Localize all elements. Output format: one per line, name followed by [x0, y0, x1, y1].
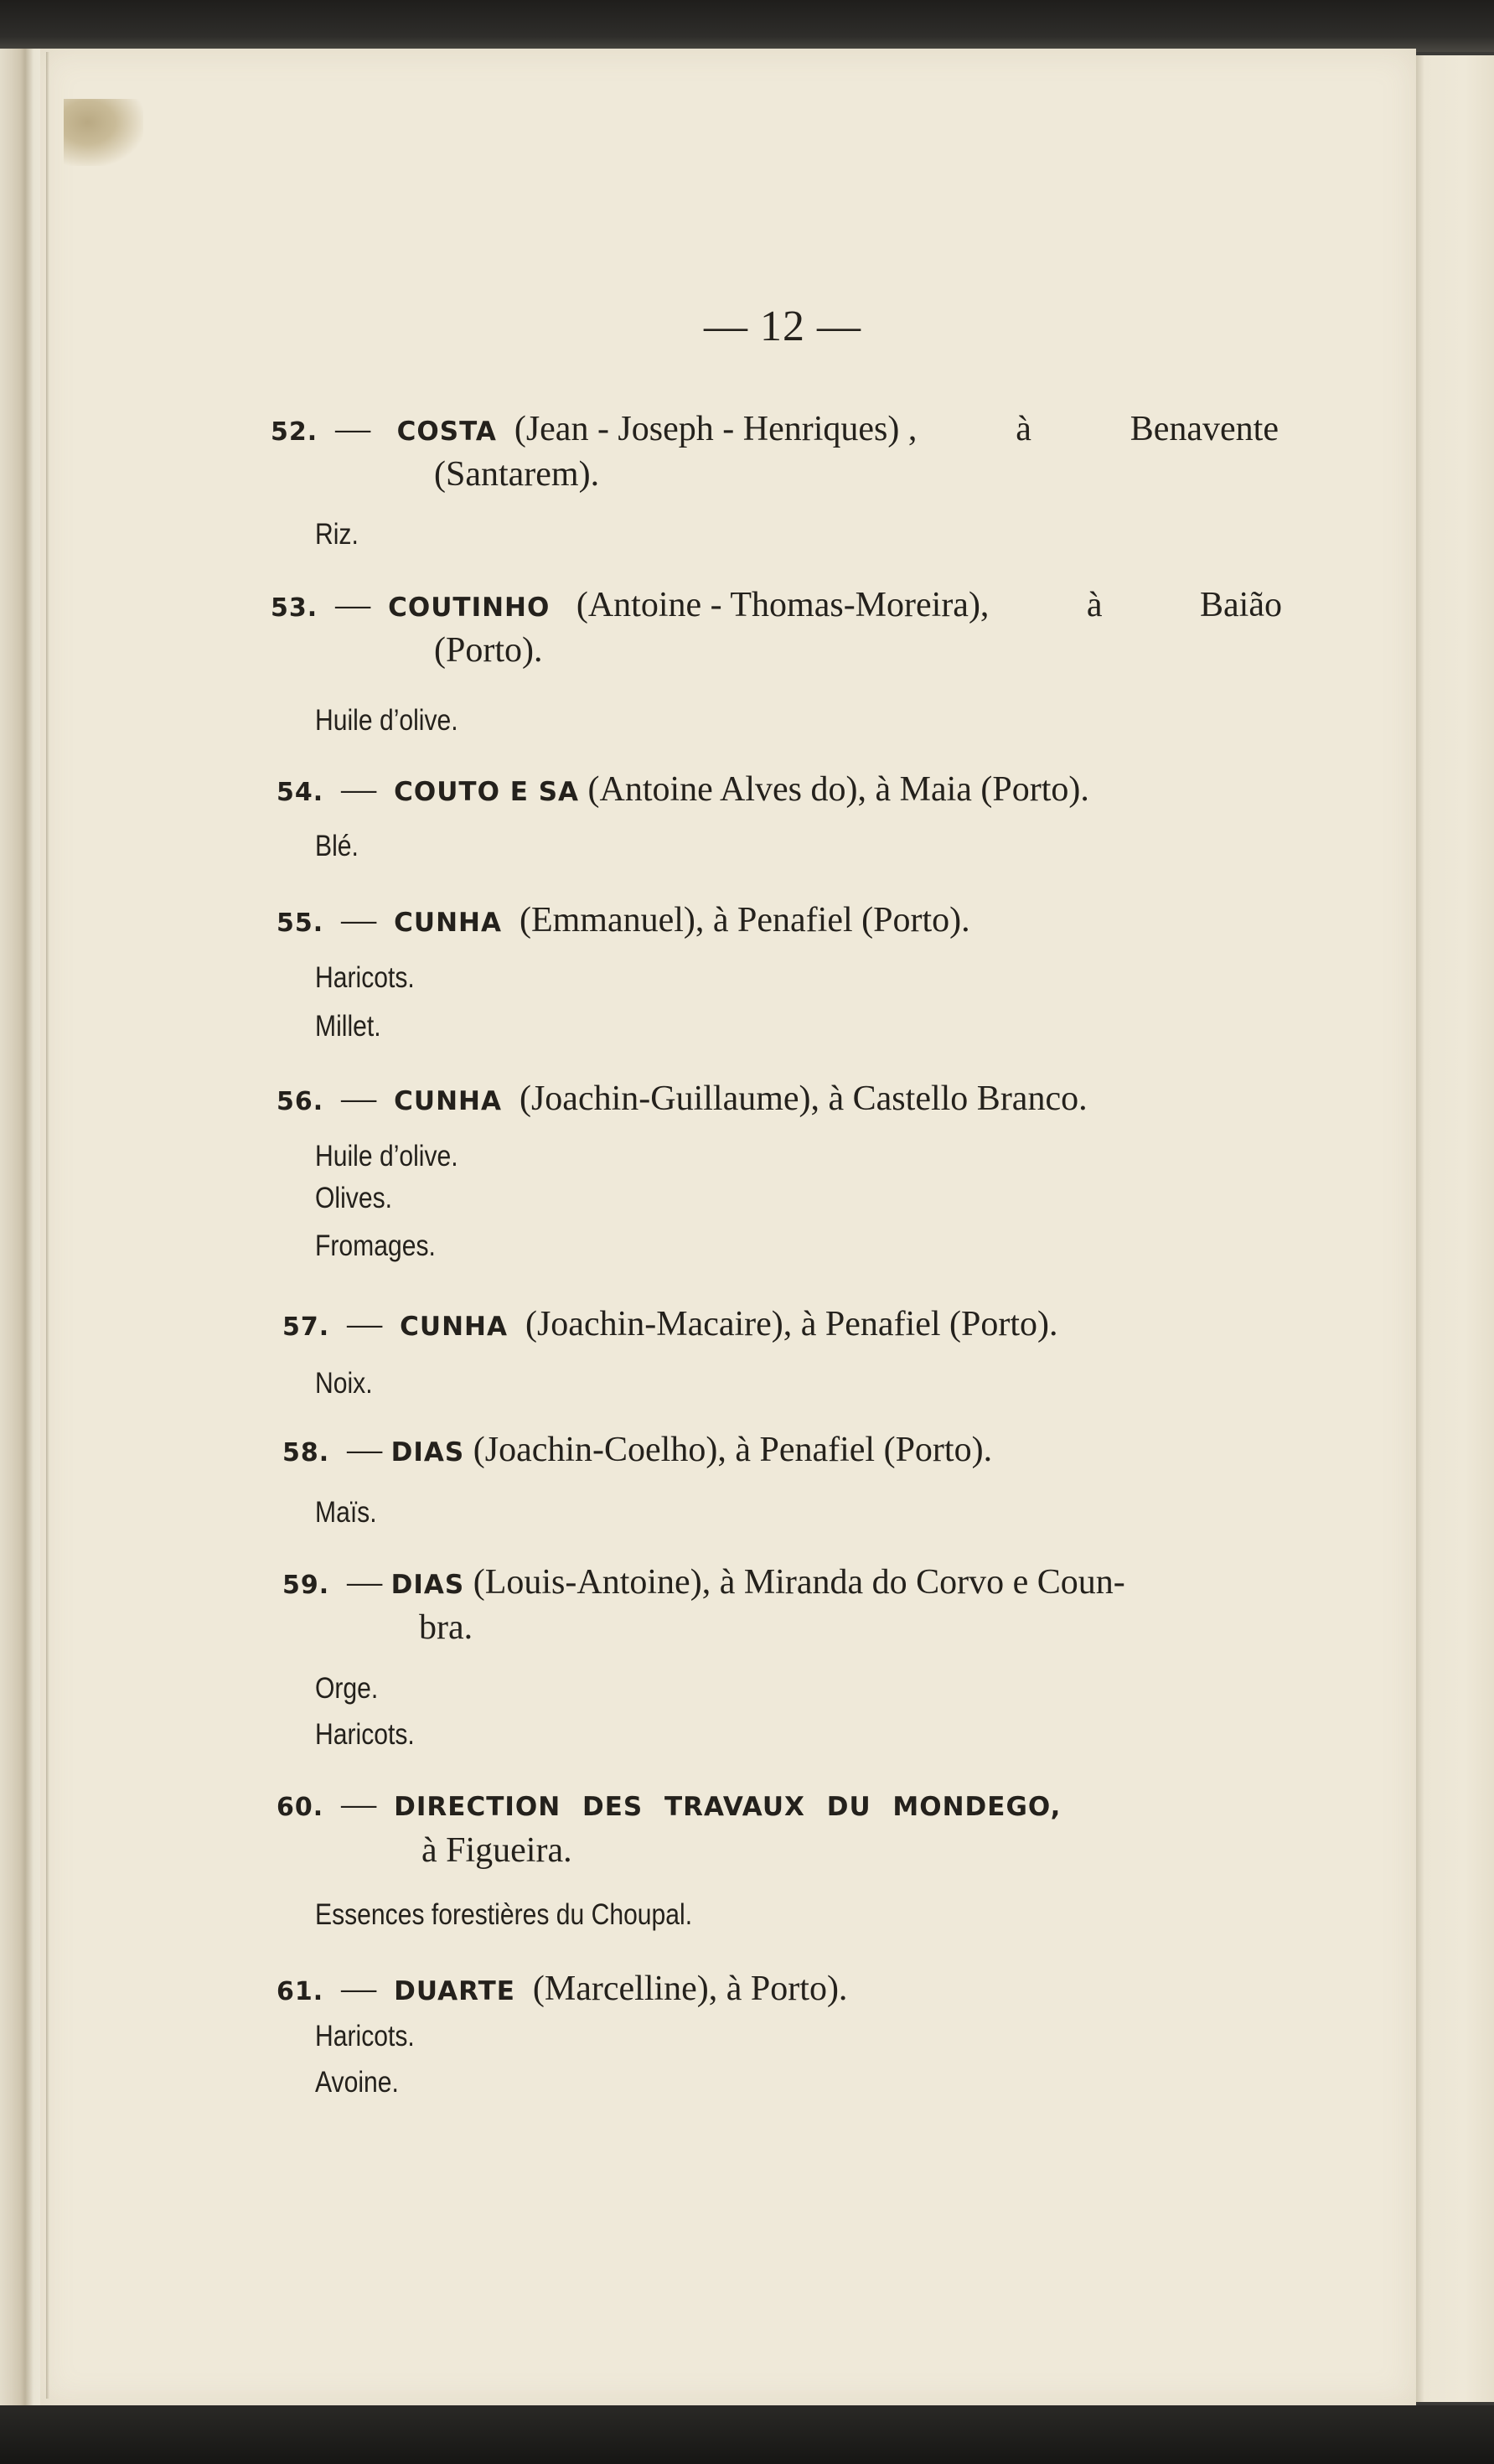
exhibitor-details: (Jean - Joseph - Henriques) ,	[514, 410, 918, 448]
entry-number: 55.	[277, 908, 324, 938]
entry-59-item-1: Orge.	[315, 1672, 379, 1705]
entry-58-item-1: Maïs.	[315, 1496, 377, 1529]
entry-59-heading	[282, 1559, 1125, 1609]
place-name: Benavente	[1130, 410, 1279, 448]
entry-56-heading	[277, 1075, 1088, 1126]
entry-56-item-2: Olives.	[315, 1182, 392, 1214]
entry-number: 57.	[282, 1312, 330, 1342]
entry-number: 54.	[277, 778, 324, 807]
exhibitor-details: (Joachin-Coelho), à Penafiel (Porto).	[473, 1431, 993, 1469]
entry-number: 56.	[277, 1087, 324, 1116]
place-name: Baião	[1200, 586, 1282, 624]
entry-number: 61.	[277, 1977, 324, 2006]
page-right-edge	[1414, 55, 1494, 2402]
entry-60-item-1: Essences forestières du Choupal.	[315, 1898, 693, 1931]
exhibitor-name: DIAS	[390, 1437, 465, 1468]
exhibitor-details: (Antoine Alves do), à Maia (Porto).	[587, 770, 1089, 809]
entry-61-item-1: Haricots.	[315, 2020, 415, 2052]
exhibitor-name: COUTO E SA	[394, 777, 580, 807]
entry-number: 53.	[271, 593, 318, 623]
entry-53-heading	[271, 582, 1282, 632]
entry-57-heading	[282, 1301, 1058, 1351]
entry-54-heading	[277, 766, 1089, 816]
entry-57-item-1: Noix.	[315, 1367, 373, 1400]
exhibitor-name: CUNHA	[394, 1086, 502, 1116]
exhibitor-details: (Emmanuel), à Penafiel (Porto).	[519, 901, 970, 940]
entry-59-item-2: Haricots.	[315, 1718, 415, 1751]
entry-60-continuation: à Figueira.	[421, 1831, 572, 1870]
entry-55-item-1: Haricots.	[315, 961, 415, 994]
scan-border-top	[0, 0, 1494, 52]
entry-61-item-2: Avoine.	[315, 2066, 399, 2099]
exhibitor-details: (Antoine - Thomas-Moreira),	[576, 586, 990, 624]
entry-53-continuation: (Porto).	[434, 631, 543, 670]
entry-dash: —	[335, 586, 371, 624]
exhibitor-details: (Joachin-Macaire), à Penafiel (Porto).	[525, 1305, 1058, 1343]
entry-dash: —	[341, 1785, 377, 1824]
entry-58-heading	[282, 1426, 992, 1477]
scan-border-bottom	[0, 2405, 1494, 2464]
exhibitor-details: (Marcelline), à Porto).	[532, 1970, 848, 2008]
entry-54-item-1: Blé.	[315, 830, 359, 862]
exhibitor-name: CUNHA	[400, 1312, 508, 1342]
entry-number: 60.	[277, 1793, 324, 1822]
entry-dash: —	[341, 1970, 377, 2008]
entry-52-continuation: (Santarem).	[434, 455, 600, 494]
entry-number: 52.	[271, 417, 318, 447]
exhibitor-name: DIAS	[390, 1570, 465, 1600]
place-prep: à	[1086, 586, 1103, 624]
entry-59-continuation: bra.	[419, 1608, 473, 1647]
entry-dash: —	[341, 901, 377, 940]
exhibitor-name: COUTINHO	[388, 593, 551, 623]
exhibitor-details: (Louis-Antoine), à Miranda do Corvo e Coun-	[473, 1563, 1125, 1602]
place-prep: à	[1016, 410, 1031, 448]
entry-56-item-1: Huile d’olive.	[315, 1140, 458, 1172]
entry-55-item-2: Millet.	[315, 1010, 381, 1043]
entry-number: 59.	[282, 1571, 330, 1600]
entry-dash: —	[347, 1431, 383, 1469]
entry-52-item-1: Riz.	[315, 518, 359, 551]
page-number: — 12 —	[704, 303, 861, 350]
entry-dash: —	[341, 1079, 377, 1118]
document-page	[40, 49, 1416, 2405]
entry-dash: —	[341, 770, 377, 809]
paper-stain	[64, 99, 143, 166]
entry-61-heading	[277, 1965, 847, 2016]
entry-60-heading	[277, 1781, 1061, 1831]
entry-dash: —	[335, 410, 371, 448]
exhibitor-name: DUARTE	[394, 1976, 515, 2006]
entry-53-item-1: Huile d’olive.	[315, 704, 458, 737]
page-fold-line	[46, 52, 49, 2399]
exhibitor-name: COSTA	[396, 417, 497, 447]
exhibitor-name: CUNHA	[394, 908, 502, 938]
entry-dash: —	[347, 1563, 383, 1602]
entry-dash: —	[347, 1305, 383, 1343]
exhibitor-details: (Joachin-Guillaume), à Castello Branco.	[519, 1079, 1088, 1118]
entry-56-item-3: Fromages.	[315, 1229, 436, 1262]
entry-55-heading	[277, 897, 970, 947]
entry-number: 58.	[282, 1438, 330, 1468]
entry-52-heading	[271, 406, 1279, 456]
exhibitor-name: DIRECTION DES TRAVAUX DU MONDEGO,	[394, 1792, 1062, 1822]
